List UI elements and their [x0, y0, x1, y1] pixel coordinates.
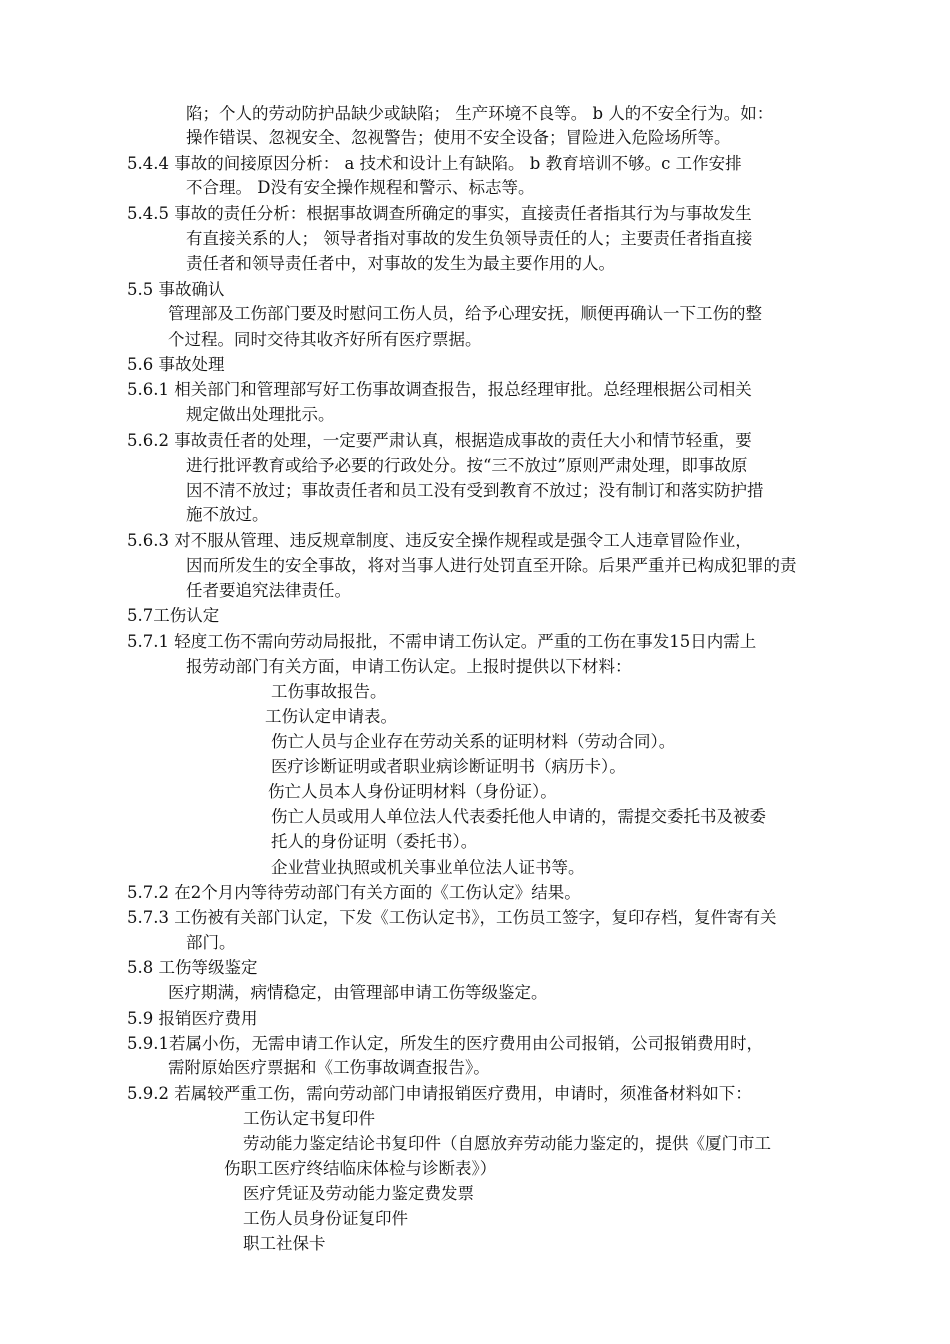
text-line: 5.7.1 轻度工伤不需向劳动局报批，不需申请工伤认定。严重的工伤在事发15日内需上 — [127, 632, 757, 651]
text-line: 报劳动部门有关方面，申请工伤认定。上报时提供以下材料： — [186, 657, 632, 676]
text-line: 需附原始医疗票据和《工伤事故调查报告》。 — [168, 1058, 490, 1077]
text-line: 任者要追究法律责任。 — [186, 581, 351, 600]
text-line: 操作错误、忽视安全、忽视警告；使用不安全设备；冒险进入危险场所等。 — [186, 128, 731, 147]
text-line: 5.7.2 在2个月内等待劳动部门有关方面的《工伤认定》结果。 — [127, 883, 581, 902]
section-heading: 5.6 事故处理 — [127, 355, 225, 374]
list-item: 医疗诊断证明或者职业病诊断证明书（病历卡）。 — [271, 757, 626, 776]
list-item: 伤亡人员或用人单位法人代表委托他人申请的，需提交委托书及被委 — [271, 807, 766, 826]
text-line: 部门。 — [186, 933, 236, 952]
text-line: 5.7.3 工伤被有关部门认定，下发《工伤认定书》，工伤员工签字，复印存档，复件寄有关 — [127, 908, 777, 927]
text-line: 5.9.2 若属较严重工伤，需向劳动部门申请报销医疗费用，申请时，须准备材料如下： — [127, 1084, 752, 1103]
list-item: 劳动能力鉴定结论书复印件（自愿放弃劳动能力鉴定的，提供《厦门市工 — [243, 1134, 771, 1153]
text-line: 医疗期满，病情稳定，由管理部申请工伤等级鉴定。 — [168, 983, 548, 1002]
text-line: 5.9.1若属小伤，无需申请工作认定，所发生的医疗费用由公司报销，公司报销费用时， — [127, 1034, 763, 1053]
text-line: 5.6.2 事故责任者的处理，一定要严肃认真，根据造成事故的责任大小和情节轻重，要 — [127, 431, 752, 450]
text-line: 责任者和领导责任者中，对事故的发生为最主要作用的人。 — [186, 254, 615, 273]
text-line: 因而所发生的安全事故，将对当事人进行处罚直至开除。后果严重并已构成犯罪的责 — [186, 556, 797, 575]
text-line: 5.6.1 相关部门和管理部写好工伤事故调查报告，报总经理审批。总经理根据公司相关 — [127, 380, 752, 399]
text-line: 管理部及工伤部门要及时慰问工伤人员，给予心理安抚，顺便再确认一下工伤的整 — [168, 304, 762, 323]
text-line: 个过程。同时交待其收齐好所有医疗票据。 — [168, 330, 482, 349]
text-line: 有直接关系的人； 领导者指对事故的发生负领导责任的人；主要责任者指直接 — [186, 229, 753, 248]
list-item: 医疗凭证及劳动能力鉴定费发票 — [243, 1184, 474, 1203]
section-heading: 5.5 事故确认 — [127, 280, 225, 299]
list-item: 伤亡人员本人身份证明材料（身份证）。 — [268, 782, 557, 801]
text-line: 因不清不放过；事故责任者和员工没有受到教育不放过；没有制订和落实防护措 — [186, 481, 764, 500]
text-line: 陷；个人的劳动防护品缺少或缺陷； 生产环境不良等。 b 人的不安全行为。如： — [186, 104, 774, 123]
text-line: 5.4.5 事故的责任分析：根据事故调查所确定的事实，直接责任者指其行为与事故发生 — [127, 204, 752, 223]
text-line: 5.6.3 对不服从管理、违反规章制度、违反安全操作规程或是强令工人违章冒险作业， — [127, 531, 752, 550]
list-item: 托人的身份证明（委托书）。 — [271, 832, 478, 851]
list-item: 工伤认定书复印件 — [243, 1109, 375, 1128]
list-item: 职工社保卡 — [243, 1234, 326, 1253]
list-item: 伤职工医疗终结临床体检与诊断表》） — [224, 1159, 497, 1178]
text-line: 不合理。 D没有安全操作规程和警示、标志等。 — [186, 178, 535, 197]
section-heading: 5.9 报销医疗费用 — [127, 1009, 258, 1028]
section-heading: 5.8 工伤等级鉴定 — [127, 958, 258, 977]
list-item: 伤亡人员与企业存在劳动关系的证明材料（劳动合同）。 — [271, 732, 676, 751]
list-item: 工伤事故报告。 — [271, 682, 387, 701]
list-item: 工伤认定申请表。 — [265, 707, 397, 726]
text-line: 5.4.4 事故的间接原因分析： a 技术和设计上有缺陷。 b 教育培训不够。c 工作安排 — [127, 154, 742, 173]
text-line: 进行批评教育或给予必要的行政处分。按“三不放过”原则严肃处理，即事故原 — [186, 456, 748, 475]
list-item: 工伤人员身份证复印件 — [243, 1209, 408, 1228]
section-heading: 5.7工伤认定 — [127, 606, 220, 625]
list-item: 企业营业执照或机关事业单位法人证书等。 — [271, 858, 585, 877]
text-line: 施不放过。 — [186, 505, 269, 524]
text-line: 规定做出处理批示。 — [186, 405, 335, 424]
